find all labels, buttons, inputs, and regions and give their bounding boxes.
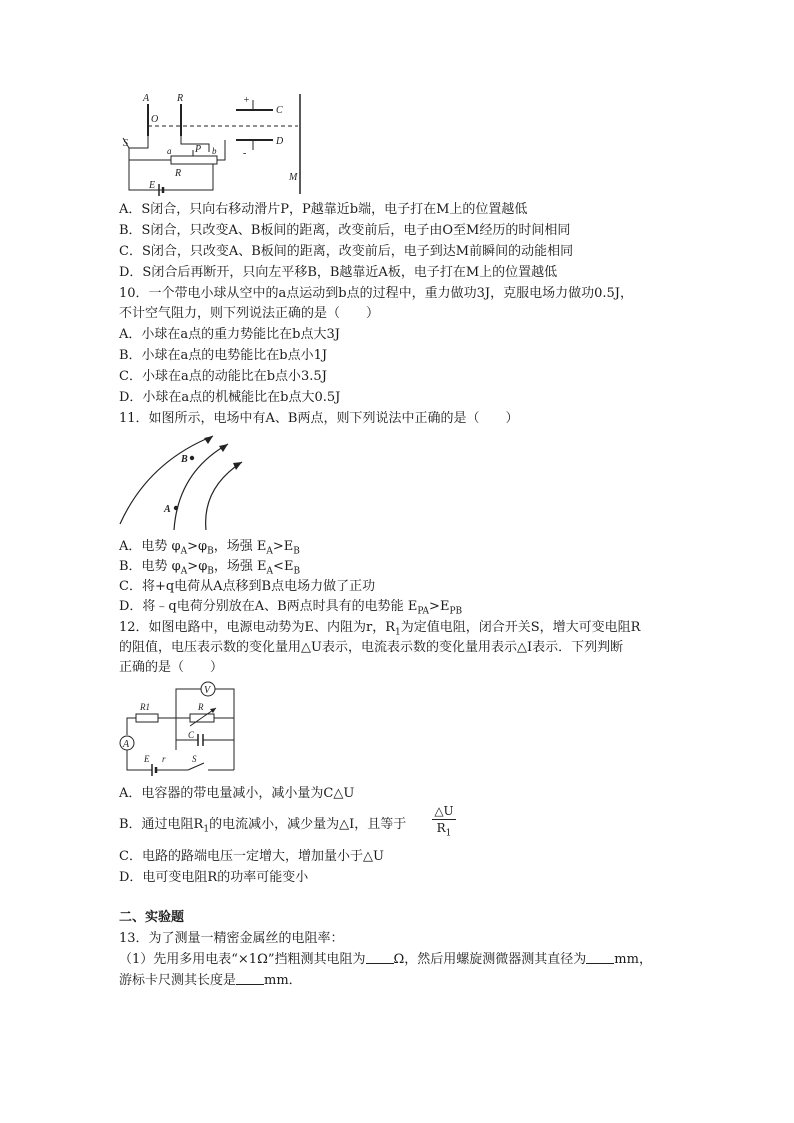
fraction-denominator: $R_1$: [436, 821, 452, 839]
q11-stem: 11．如图所示，电场中有A、B两点，则下列说法中正确的是（ ）: [119, 411, 519, 426]
fig-label-c: C: [188, 730, 195, 740]
fig-label-p: P: [195, 144, 202, 155]
q10-stem-line2: 不计空气阻力，则下列说法正确的是（ ）: [119, 306, 380, 321]
q12-option-b-fraction: [432, 804, 456, 841]
q13-part1-line1: （1）先用多用电表“×1Ω”挡粗测其电阻为 Ω，然后用螺旋测微器测其直径为 mm，: [119, 952, 652, 967]
q12-stem-line3: 正确的是（ ）: [119, 660, 224, 675]
q9-option-a: A．S闭合，只向右移动滑片P，P越靠近b端，电子打在M上的位置越低: [119, 202, 528, 217]
fig-label-b-end: b: [212, 146, 217, 156]
q12-option-b: B．通过电阻$R_1$的电流减小，减少量为△I，且等于: [119, 817, 407, 835]
q13-part1-line2: 游标卡尺测其长度是 mm．: [119, 973, 302, 988]
q10-option-c: C．小球在a点的动能比在b点小3.5J: [119, 369, 327, 384]
fig-label-e: E: [144, 754, 150, 764]
q12-stem-line1: 12．如图电路中，电源电动势为E、内阻为r，$R_1$为定值电阻，闭合开关S，增大可变电阻R: [119, 620, 641, 638]
fig-label-r-plate: R: [177, 93, 184, 104]
q11-field-lines-figure: [118, 432, 248, 532]
fig-label-o: O: [151, 114, 159, 125]
q12-circuit-figure: [118, 680, 238, 780]
fig-label-plus: +: [243, 95, 250, 106]
q9-circuit-figure: [113, 90, 313, 198]
q9-option-c: C．S闭合，只改变A、B板间的距离，改变前后，电子到达M前瞬间的动能相同: [119, 244, 574, 259]
q11-option-a: A．电势 $\varphi_A>\varphi_B$，场强 $E_A>E_B$: [119, 539, 300, 557]
q12-option-c: C．电路的路端电压一定增大，增加量小于△U: [119, 849, 384, 864]
fig-label-minus: -: [243, 148, 247, 159]
fig-label-d: D: [276, 136, 284, 147]
fig-label-b: B: [181, 454, 188, 465]
q11-option-d: D．将﹣q电荷分别放在A、B两点时具有的电势能 $E_{PA}>E_{PB}$: [119, 599, 463, 617]
q10-stem-line1: 10．一个带电小球从空中的a点运动到b点的过程中，重力做功3J，克服电场力做功0.5J，: [119, 286, 633, 301]
q10-option-a: A．小球在a点的重力势能比在b点大3J: [119, 327, 340, 342]
q13-stem: 13．为了测量一精密金属丝的电阻率：: [119, 931, 344, 946]
q10-option-b: B．小球在a点的电势能比在b点小1J: [119, 348, 328, 363]
fig-label-a-meter: A: [123, 739, 130, 750]
q11-option-b: B．电势 $\varphi_A>\varphi_B$，场强 $E_A<E_B$: [119, 559, 301, 577]
fig-label-s: S: [192, 754, 197, 764]
fig-label-r1: R1: [140, 702, 150, 712]
fig-label-a: A: [164, 504, 171, 515]
fraction-numerator: △U: [432, 804, 456, 820]
fig-label-r-int: r: [162, 754, 166, 764]
q10-option-d: D．小球在a点的机械能比在b点大0.5J: [119, 390, 341, 405]
answer-blank-resistance[interactable]: [366, 951, 394, 964]
fig-label-a-end: a: [167, 146, 172, 156]
fig-label-r-res: R: [175, 168, 182, 179]
q11-option-c: C．将+q电荷从A点移到B点电场力做了正功: [119, 579, 376, 594]
fig-label-c: C: [276, 105, 283, 116]
fig-label-s: S: [123, 138, 128, 149]
fig-label-e: E: [149, 180, 156, 191]
fig-label-v: V: [204, 685, 211, 696]
section-title-experiments: 二、实验题: [119, 910, 185, 925]
q9-option-d: D．S闭合后再断开，只向左平移B，B越靠近A板，电子打在M上的位置越低: [119, 265, 558, 280]
answer-blank-length[interactable]: [236, 972, 264, 985]
fig-label-m: M: [289, 172, 298, 183]
q12-option-d: D．电可变电阻R的功率可能变小: [119, 870, 309, 885]
q9-option-b: B．S闭合，只改变A、B板间的距离，改变前后，电子由O至M经历的时间相同: [119, 223, 571, 238]
q12-stem-line2: 的阻值，电压表示数的变化量用△U表示，电流表示数的变化量用表示△I表示．下列判断: [119, 640, 624, 655]
q12-option-a: A．电容器的带电量减小，减小量为C△U: [119, 786, 355, 801]
fig-label-a: A: [143, 93, 150, 104]
answer-blank-diameter[interactable]: [586, 951, 614, 964]
fig-label-r: R: [198, 702, 204, 712]
